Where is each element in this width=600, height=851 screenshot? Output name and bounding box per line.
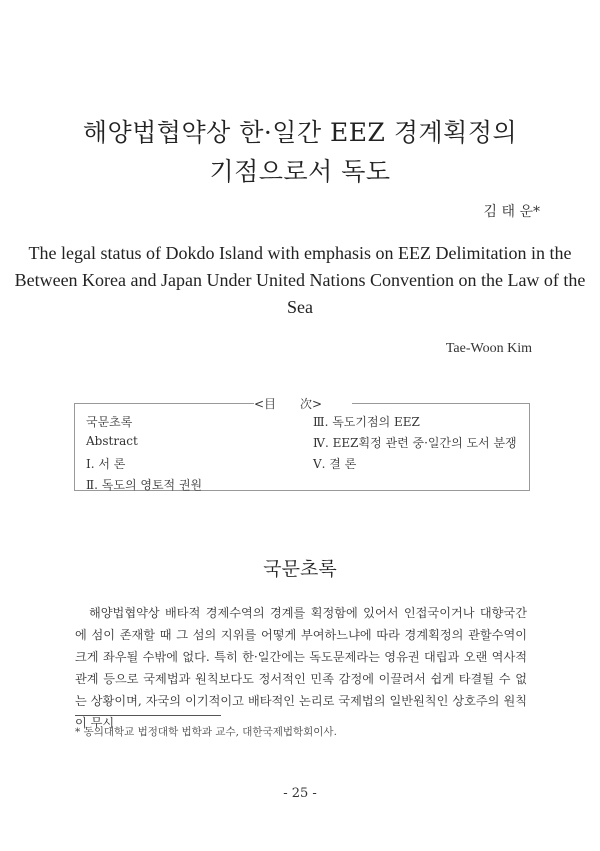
korean-author: 김 태 운* [483,204,540,220]
toc-heading: <目 次> [254,397,323,411]
toc-item-introduction[interactable]: Ⅰ. 서 론 [86,457,126,471]
footnote-rule [75,715,221,716]
toc-item-island-disputes[interactable]: Ⅳ. EEZ획정 관련 중·일간의 도서 분쟁 [313,436,517,450]
abstract-paragraph: 해양법협약상 배타적 경제수역의 경계를 획정함에 있어서 인접국이거나 대향국간에 섬이 존재할 때 그 섬의 지위를 어떻게 부여하느냐에 따라 경계획정의 관할수역이 크게 좌우될 수밖에 없다. 특히 한·일간에는 독도문제라는 영유권 대립과 오랜 역사적 관계 등으로 국제법과 원칙보다도 정서적인 민족 감정에 이끌려서 쉽게 타결될 수 없는 상황이며, 자국의 이기적이고 배타적인 논리로 국제법의 일반원칙인 상호주의 원칙이 무시 [75,606,527,730]
toc-item-dokdo-eez[interactable]: Ⅲ. 독도기점의 EEZ [313,415,420,429]
footnote: * 동의대학교 법정대학 법학과 교수, 대한국제법학회이사. [75,726,337,738]
toc-item-korean-abstract[interactable]: 국문초록 [86,415,133,429]
toc-item-conclusion[interactable]: Ⅴ. 결 론 [313,457,357,471]
korean-title-line2: 기점으로서 독도 [209,157,391,186]
english-title: The legal status of Dokdo Island with emphasis on EEZ Delimitation in the Between Korea and Japan Under United Nations Convention on the Law of the Sea [14,243,586,317]
english-author: Tae-Woon Kim [445,341,532,356]
toc-item-abstract[interactable]: Abstract [86,434,138,448]
korean-title-line1: 해양법협약상 한·일간 EEZ 경계획정의 [82,118,518,147]
section-title: 국문초록 [263,558,337,580]
page-number: - 25 - [283,786,317,801]
toc-item-territorial-title[interactable]: Ⅱ. 독도의 영토적 권원 [86,478,203,492]
